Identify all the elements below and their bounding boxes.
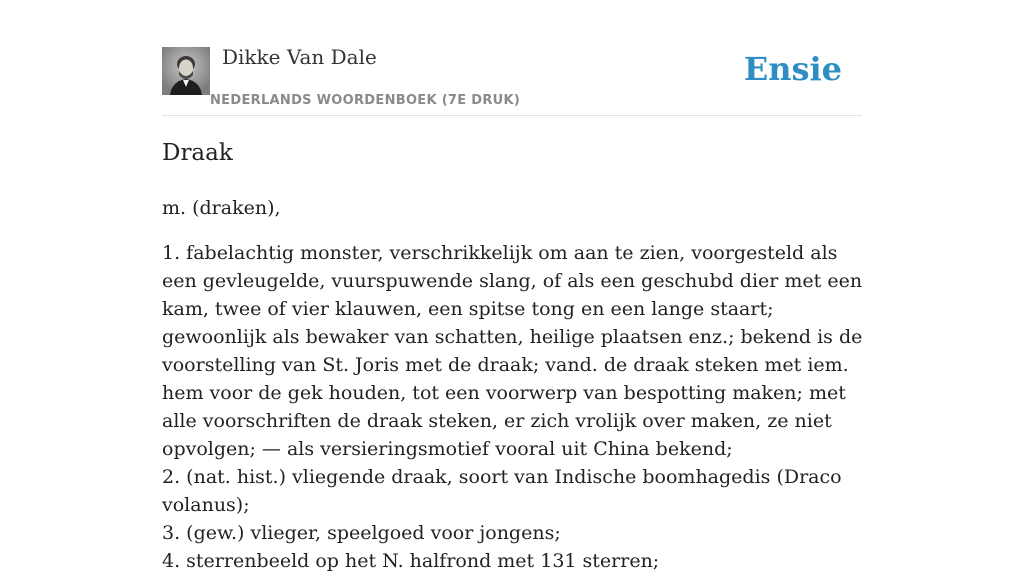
entry-title: Draak [162, 140, 233, 166]
brand-logo[interactable]: Ensie [743, 50, 842, 88]
definition-item: 1. fabelachtig monster, verschrikkelijk om aan te zien, voorgesteld als een gevleugelde, vuurspuwende slang, of als een geschubd dier met een kam, twee of vier klauwen, een spitse tong en een lange staart; gewoonlijk als bewaker van schatten, heilige plaatsen enz.; bekend is de voorstelling van St. Joris met de draak; vand. de draak steken met iem. hem voor de gek houden, tot een voorwerp van bespotting maken; met alle voorschriften de draak steken, er zich vrolijk over maken, ze niet opvolgen; — als versieringsmotief vooral uit China bekend; [162, 242, 863, 460]
dictionary-page [162, 0, 863, 572]
source-subtitle: NEDERLANDS WOORDENBOEK (7E DRUK) [210, 93, 521, 108]
definition-item: 4. sterrenbeeld op het N. halfrond met 131 sterren; [162, 550, 660, 572]
definition-item: 3. (gew.) vlieger, speelgoed voor jongens; [162, 522, 561, 544]
definition-list [162, 239, 864, 575]
portrait-icon [162, 47, 210, 95]
source-header [162, 0, 862, 116]
source-name[interactable]: Dikke Van Dale [222, 45, 377, 69]
entry-grammar: m. (draken), [162, 197, 281, 219]
source-avatar[interactable] [162, 47, 210, 95]
definition-item: 2. (nat. hist.) vliegende draak, soort van Indische boomhagedis (Draco volanus); [162, 466, 842, 516]
